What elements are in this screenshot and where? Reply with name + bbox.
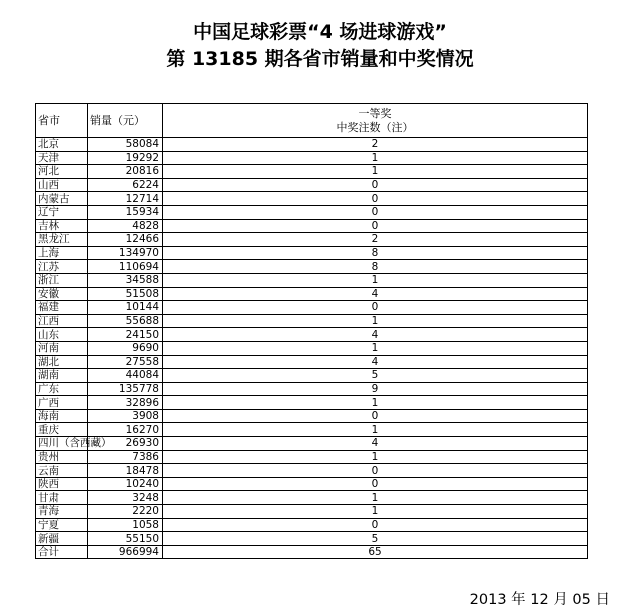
- province-cell: 云南: [36, 464, 88, 478]
- sales-cell: 58084: [88, 138, 163, 152]
- winners-cell: 0: [163, 409, 588, 423]
- table-row: [36, 396, 588, 410]
- winners-cell: 4: [163, 437, 588, 451]
- province-cell: 甘肃: [36, 491, 88, 505]
- prize-header-line1: 一等奖: [358, 106, 392, 120]
- winners-cell: 1: [163, 341, 588, 355]
- sales-cell: 55150: [88, 532, 163, 546]
- sales-cell: 15934: [88, 205, 163, 219]
- sales-cell: 27558: [88, 355, 163, 369]
- table-row: [36, 205, 588, 219]
- province-cell: 江苏: [36, 260, 88, 274]
- winners-cell: 1: [163, 273, 588, 287]
- table-row: [36, 491, 588, 505]
- sales-cell: 3248: [88, 491, 163, 505]
- province-cell: 新疆: [36, 532, 88, 546]
- winners-cell: 2: [163, 233, 588, 247]
- province-cell: 上海: [36, 246, 88, 260]
- sales-cell: 110694: [88, 260, 163, 274]
- table-row: [36, 233, 588, 247]
- table-row: [36, 505, 588, 519]
- table-row: [36, 341, 588, 355]
- winners-cell: 0: [163, 464, 588, 478]
- sales-cell: 19292: [88, 151, 163, 165]
- winners-cell: 0: [163, 178, 588, 192]
- winners-cell: 0: [163, 301, 588, 315]
- province-cell: 合计: [36, 545, 88, 559]
- sales-cell: 12466: [88, 233, 163, 247]
- winners-cell: 1: [163, 423, 588, 437]
- winners-cell: 0: [163, 219, 588, 233]
- table-row: [36, 450, 588, 464]
- province-cell: 河北: [36, 165, 88, 179]
- province-cell: 辽宁: [36, 205, 88, 219]
- province-cell: 天津: [36, 151, 88, 165]
- sales-cell: 10240: [88, 477, 163, 491]
- sales-cell: 34588: [88, 273, 163, 287]
- province-header: 省市: [36, 104, 88, 138]
- prize-header: [163, 104, 588, 138]
- table-row: [36, 382, 588, 396]
- sales-cell: 7386: [88, 450, 163, 464]
- winners-cell: 1: [163, 314, 588, 328]
- sales-cell: 6224: [88, 178, 163, 192]
- table-row: [36, 260, 588, 274]
- report-subtitle: 第 13185 期各省市销量和中奖情况: [166, 48, 474, 70]
- province-cell: 宁夏: [36, 518, 88, 532]
- sales-cell: 32896: [88, 396, 163, 410]
- sales-cell: 12714: [88, 192, 163, 206]
- sales-cell: 26930: [88, 437, 163, 451]
- table-row: [36, 138, 588, 152]
- table-row: [36, 314, 588, 328]
- sales-cell: 135778: [88, 382, 163, 396]
- winners-cell: 1: [163, 165, 588, 179]
- sales-cell: 1058: [88, 518, 163, 532]
- sales-header: 销量（元）: [88, 104, 163, 138]
- winners-cell: 8: [163, 260, 588, 274]
- province-cell: 四川（含西藏）: [36, 437, 88, 451]
- table-row: [36, 328, 588, 342]
- table-row: [36, 355, 588, 369]
- sales-cell: 20816: [88, 165, 163, 179]
- table-row: [36, 423, 588, 437]
- province-cell: 浙江: [36, 273, 88, 287]
- winners-cell: 5: [163, 369, 588, 383]
- table-row: [36, 165, 588, 179]
- winners-cell: 2: [163, 138, 588, 152]
- report-date: 2013 年 12 月 05 日: [469, 592, 610, 608]
- sales-cell: 2220: [88, 505, 163, 519]
- prize-header-line2: 中奖注数（注）: [336, 120, 414, 134]
- winners-cell: 65: [163, 545, 588, 559]
- province-cell: 海南: [36, 409, 88, 423]
- sales-cell: 10144: [88, 301, 163, 315]
- table-row: [36, 178, 588, 192]
- province-cell: 内蒙古: [36, 192, 88, 206]
- province-cell: 湖北: [36, 355, 88, 369]
- table-row: [36, 464, 588, 478]
- table-row: [36, 518, 588, 532]
- winners-cell: 0: [163, 518, 588, 532]
- sales-cell: 18478: [88, 464, 163, 478]
- table-row: [36, 219, 588, 233]
- report-title: 中国足球彩票“4 场进球游戏”: [193, 21, 447, 43]
- winners-cell: 1: [163, 151, 588, 165]
- table-row: [36, 151, 588, 165]
- winners-cell: 4: [163, 287, 588, 301]
- province-cell: 湖南: [36, 369, 88, 383]
- province-cell: 北京: [36, 138, 88, 152]
- province-cell: 山东: [36, 328, 88, 342]
- sales-cell: 966994: [88, 545, 163, 559]
- table-row: [36, 301, 588, 315]
- sales-cell: 55688: [88, 314, 163, 328]
- table-row: [36, 545, 588, 559]
- sales-cell: 51508: [88, 287, 163, 301]
- province-cell: 安徽: [36, 287, 88, 301]
- winners-cell: 1: [163, 450, 588, 464]
- winners-cell: 8: [163, 246, 588, 260]
- province-cell: 山西: [36, 178, 88, 192]
- winners-cell: 5: [163, 532, 588, 546]
- winners-cell: 0: [163, 192, 588, 206]
- table-row: [36, 532, 588, 546]
- province-cell: 贵州: [36, 450, 88, 464]
- sales-cell: 16270: [88, 423, 163, 437]
- table-row: [36, 246, 588, 260]
- province-cell: 福建: [36, 301, 88, 315]
- table-row: [36, 192, 588, 206]
- winners-cell: 0: [163, 205, 588, 219]
- table-row: [36, 437, 588, 451]
- winners-cell: 1: [163, 491, 588, 505]
- province-cell: 广东: [36, 382, 88, 396]
- winners-cell: 0: [163, 477, 588, 491]
- table-row: [36, 477, 588, 491]
- table-row: [36, 369, 588, 383]
- table-row: [36, 287, 588, 301]
- province-cell: 陕西: [36, 477, 88, 491]
- sales-cell: 4828: [88, 219, 163, 233]
- province-cell: 黑龙江: [36, 233, 88, 247]
- province-cell: 吉林: [36, 219, 88, 233]
- winners-cell: 4: [163, 328, 588, 342]
- sales-cell: 24150: [88, 328, 163, 342]
- winners-cell: 4: [163, 355, 588, 369]
- sales-cell: 44084: [88, 369, 163, 383]
- province-cell: 青海: [36, 505, 88, 519]
- province-cell: 广西: [36, 396, 88, 410]
- province-cell: 河南: [36, 341, 88, 355]
- winners-cell: 1: [163, 505, 588, 519]
- sales-table: [35, 103, 588, 559]
- table-row: [36, 409, 588, 423]
- sales-cell: 134970: [88, 246, 163, 260]
- province-cell: 重庆: [36, 423, 88, 437]
- table-header-row: [36, 104, 588, 138]
- winners-cell: 1: [163, 396, 588, 410]
- winners-cell: 9: [163, 382, 588, 396]
- province-cell: 江西: [36, 314, 88, 328]
- sales-cell: 9690: [88, 341, 163, 355]
- table-row: [36, 273, 588, 287]
- sales-cell: 3908: [88, 409, 163, 423]
